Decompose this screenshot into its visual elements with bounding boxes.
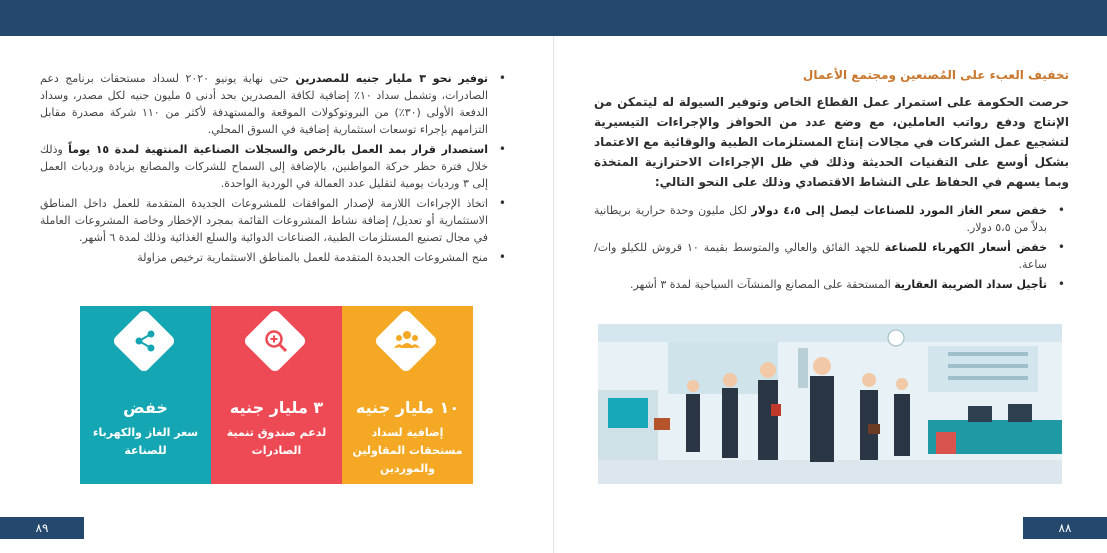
list-item: • تأجيل سداد الضريبة العقارية المستحقة على المصانع والمنشآت السياحية لمدة ٣ أشهر. bbox=[629, 277, 1065, 291]
business-people-illustration bbox=[598, 324, 1062, 484]
infographic-panel-reduce bbox=[80, 306, 211, 484]
office-scene-image bbox=[598, 324, 1062, 484]
intro-paragraph: حرصت الحكومة على استمرار عمل القطاع الخاص وتوفير السيولة له ليتمكن من الإنتاج ودفع رواتب العاملين، مع وضع عدد من الحوافز والإجراءات التيسيرية لتشجيع عمل الشركات في مجالات إنتاج المستلزمات الطبية والوقائية مع الاعتماد بشكل أوسع على التقنيات الحديثة وذلك في ظل الإجراءات الاحترازية المتخذة وبما يسهم في الحفاظ على النشاط الاقتصادي وذلك على النحو التالي: bbox=[594, 95, 1069, 189]
list-item: • خفض أسعار الكهرباء للصناعة للجهد الفائق والعالي والمتوسط بقيمة ١٠ قروش للكيلو وات/ساعة. bbox=[594, 240, 1065, 271]
page-number: ٨٩ bbox=[0, 517, 84, 539]
panel-title: ١٠ مليار جنيه bbox=[355, 398, 460, 417]
list-item: • استصدار قرار بمد العمل بالرخص والسجلات الصناعية المنتهية لمدة ١٥ يوماً وذلك خلال فترة حظر حركة المواطنين، بالإضافة إلى السماح للشركات والمصانع بزيادة ورديات العمل إلى ٣ ورديات يومية لتقليل عدد العمالة في الوردية الواحدة. bbox=[40, 142, 506, 190]
page-89 bbox=[0, 36, 553, 553]
panel-title: ٣ مليار جنيه bbox=[229, 398, 324, 417]
list-item: • اتخاذ الإجراءات اللازمة لإصدار الموافقات للمشروعات الجديدة المتقدمة للعمل داخل المناطق الاستثمارية أو تعديل/ إضافة نشاط المشروعات القائمة بمجرد الإخطار وخاصة المشروعات العاملة في مجال تصنيع المستلزمات الطبية، الصناعات الدوائية والسلع الغذائية وذلك لمدة ٦ أشهر. bbox=[40, 196, 506, 244]
panel-title: خفض bbox=[123, 398, 168, 417]
share-icon bbox=[130, 326, 160, 356]
right-bullet-list bbox=[594, 202, 1069, 293]
section-title: تخفيف العبء على المُصنعين ومجتمع الأعمال bbox=[802, 68, 1069, 82]
list-item: • منح المشروعات الجديدة المتقدمة للعمل بالمناطق الاستثمارية ترخيص مزاولة bbox=[137, 250, 506, 264]
panel-text: لدعم صندوق تنمية الصادرات bbox=[226, 426, 327, 457]
top-header-bar bbox=[0, 0, 1107, 36]
list-item: • توفير نحو ٣ مليار جنيه للمصدرين حتى نهاية يونيو ٢٠٢٠ لسداد مستحقات برنامج دعم الصادرات، وتشمل سداد ١٠٪ إضافية لكافة المصدرين بحد أدنى ٥ مليون جنيه لكل مصدر، وسداد الدفعة الأولى (٣٠٪) من البروتوكولات الموقعة والمستهدفة لأكثر من ١١٠ شركة مصدرة مقابل التزامهم بإجراء توسعات استثمارية إضافية في السوق المحلي. bbox=[40, 71, 506, 136]
infographic-panel-exports bbox=[211, 306, 342, 484]
infographic bbox=[80, 306, 473, 484]
panel-text: سعر الغاز والكهرباء للصناعة bbox=[92, 426, 199, 457]
page-88 bbox=[554, 36, 1107, 553]
panel-text: إضافية لسداد مستحقات المقاولين والموردين bbox=[352, 426, 463, 475]
list-item: • خفض سعر الغاز المورد للصناعات ليصل إلى ٤،٥ دولار لكل مليون وحدة حرارية بريطانية بدلاً من ٥،٥ دولار. bbox=[594, 203, 1065, 234]
zoom-in-icon bbox=[261, 326, 291, 356]
people-icon bbox=[392, 326, 422, 356]
infographic-panel-contractors bbox=[342, 306, 473, 484]
left-bullet-list bbox=[40, 70, 510, 266]
left-text-column bbox=[40, 70, 510, 269]
page-number: ٨٨ bbox=[1023, 517, 1107, 539]
right-text-column bbox=[594, 66, 1069, 296]
